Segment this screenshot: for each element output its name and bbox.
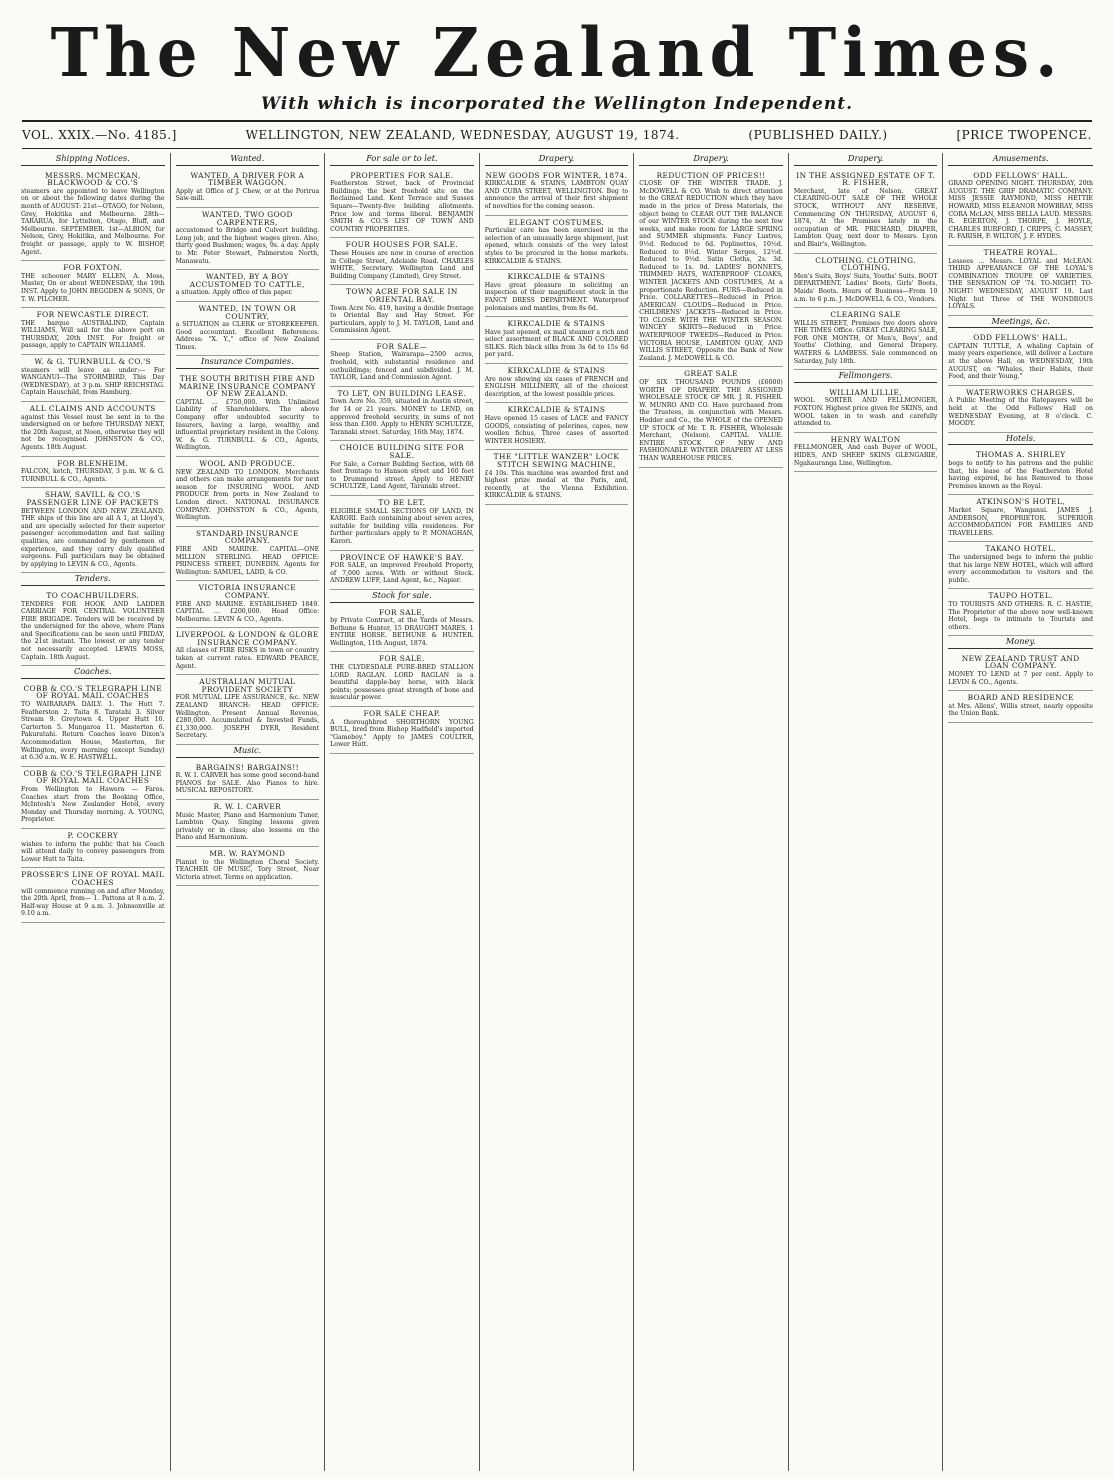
newspaper-title: The New Zealand Times. (50, 14, 1064, 93)
ad-headline: VICTORIA INSURANCE COMPANY. (198, 583, 297, 600)
ad-body: Have great pleasure in soliciting an inspection of their magnificent stock in the FANCY DRESS DEPARTMENT. Waterproof polonaises and mantles, from 8s 6d. (484, 281, 629, 312)
advertisement (21, 868, 165, 923)
section-heading: Music. (176, 747, 320, 758)
section-heading: Wanted. (176, 155, 320, 166)
ad-body: TO TOURISTS AND OTHERS. R. C. HASTIE, The Proprietor of the above now well-known Hotel, begs to intimate to Tourists and others. (948, 600, 1093, 631)
advertisement (948, 448, 1093, 495)
advertisement (21, 829, 165, 868)
ad-headline: IN THE ASSIGNED ESTATE OF T. R. FISHER, (796, 170, 935, 188)
advertisement (176, 581, 320, 628)
ad-headline: TO LET, ON BUILDING LEASE. (337, 388, 467, 398)
ad-body: CAPTAIN TUTTLE, A whaling Captain of many years experience, will deliver a Lecture at the above Hall, on WEDNESDAY, 19th AUGUST, on "Whales, their Habits, their Food, and their Young." (948, 342, 1093, 381)
ad-headline: P. COCKERY (67, 830, 119, 840)
ad-headline: WANTED, TWO GOOD CARPENTERS, (201, 209, 293, 227)
ad-body: NEW ZEALAND TO LONDON. Merchants and others can make arrangements for next season for INSURING WOOL AND PRODUCE from ports in New Zealand to London direct. NATIONAL INSURANCE COMPANY. JOHNSTON & CO., Agents, Wellington. (175, 468, 320, 522)
ad-body: THE schooner MARY ELLEN, A. Moss, Master, On or about WEDNESDAY, the 19th INST. Apply to JOHN BEGGDEN & SONS, Or T. W. PILCHER. (21, 272, 165, 303)
column-4 (480, 153, 635, 1471)
ad-headline: TAUPO HOTEL. (988, 591, 1053, 601)
ad-body: CLOSE OF THE WINTER TRADE. J. McDOWELL & CO. Wish to direct attention to the GREAT REDUCTION which they have made in the price of Dress Materials, the object being to CLEAR OUT THE BALANCE of our WINTER STOCK during the next few weeks, and make room for LARGE SPRING and SUMMER shipments. Fancy Lustres, 9½d. Reduced to 6d. Poplinettes, 10½d. Reduced to 8½d. Winter Serges, 12½d. Reduced to 9½d. Satin Cloths, 2s. 3d. Reduced to 1s. 9d. LADIES' BONNETS, TRIMMED HATS, WATERPROOF CLOAKS, WINTER JACKETS AND COSTUMES, At a proportionate Reduction. FURS—Reduced in Price. COLLARETTES—Reduced in Price. AMERICAN CLOUDS—Reduced in Price. CHILDRENS' JACKETS—Reduced in Price. TO CLOSE WITH THE WINTER SEASON. WINCEY SKIRTS—Reduced in Price. WATERPROOF TWEEDS—Reduced in Price. VICTORIA HOUSE, LAMBTON QUAY, AND WILLIS STREET, Opposite the Bank of New Zealand. J. McDOWELL & CO. (639, 180, 783, 362)
ad-body: Apply at Office of J. Chew, or at the Porirua Saw-mill. (175, 187, 320, 203)
ad-body: Lessees ... Messrs. LOYAL and McLEAN. THIRD APPEARANCE OF THE LOYAL'S COMBINATION TROUPE OF VARIETIES. THE SENSATION OF '74. TO-NIGHT! TO-NIGHT! WEDNESDAY, AUGUST 19. Last Night but Three of THE WONDROUS LOYALS. (948, 257, 1093, 311)
ad-headline: TO BE LET. (378, 497, 426, 507)
ad-body: FIRE AND MARINE. ESTABLISHED 1849. CAPITAL ... £200,000. Head Office: Melbourne. LEVIN & CO., Agents. (175, 600, 320, 623)
advertisement (485, 216, 629, 271)
ad-headline: W. & G. TURNBULL & CO.'S (34, 357, 152, 367)
ad-headline: KIRKCALDIE & STAINS (507, 405, 606, 415)
ad-headline: STANDARD INSURANCE COMPANY. (195, 528, 299, 546)
advertisement (176, 847, 320, 886)
advertisement (948, 386, 1093, 433)
advertisement (176, 628, 320, 675)
ad-headline: LIVERPOOL & LONDON & GLOBE INSURANCE COMPANY. (176, 630, 319, 647)
advertisement (948, 652, 1093, 691)
ad-body: FOR SALE, an improved Freehold Property, of 7,000 acres. With or without Stock. ANDREW LUFF, Land Agent, &c., Napier. (330, 562, 474, 585)
advertisement (330, 169, 474, 239)
advertisement (176, 800, 320, 847)
advertisement (948, 542, 1093, 589)
section-heading: Amusements. (948, 155, 1093, 166)
ad-headline: ELEGANT COSTUMES. (508, 217, 605, 227)
ad-headline: PROVINCE OF HAWKE'S BAY. (339, 552, 464, 562)
dateline (22, 120, 1092, 149)
ad-body: a SITUATION as CLERK or STOREKEEPER. Good accountant. Excellent References. Address: "X. Y.," office of New Zealand Times. (175, 321, 320, 351)
advertisement (21, 355, 165, 402)
ad-headline: REDUCTION OF PRICES!! (656, 170, 766, 180)
ad-headline: COBB & CO.'S TELEGRAPH LINE OF ROYAL MAIL COACHES (23, 683, 163, 701)
advertisement (21, 402, 165, 457)
advertisement (176, 761, 320, 800)
ad-body: CAPITAL ... £750,000. With Unlimited Liability of Shareholders. The above Company offer undoubted security to Insurers, having a large, wealthy, and influential proprietary resident in the Colony. W. & G. TURNBULL & CO., Agents, Wellington. (175, 398, 320, 452)
column-1 (16, 153, 171, 1471)
column-6 (789, 153, 944, 1471)
ad-headline: KIRKCALDIE & STAINS (507, 366, 606, 376)
ad-body: R. W. I. CARVER has some good second-hand PIANOS for SALE. Also Pianos to hire. MUSICAL REPOSITORY. (175, 772, 320, 795)
ad-headline: FOR NEWCASTLE DIRECT. (36, 310, 149, 320)
ad-headline: WILLIAM LILLIE, (829, 387, 903, 397)
ad-headline: AUSTRALIAN MUTUAL PROVIDENT SOCIETY (199, 677, 296, 694)
ad-body: Have opened 15 cases of LACE and FANCY GOODS, consisting of pelerines, capes, new woollen fichus, Three cases of assorted WINTER HOSIERY. (484, 415, 629, 445)
ad-body: These Houses are now in course of erection in College Street, Adelaide Road. CHARLES WHITE, Secretary. Wellington Land and Building Company (Limited), Grey Street. (330, 249, 474, 280)
ad-headline: FOR SALE, (379, 607, 425, 617)
advertisement (330, 387, 474, 442)
advertisement (176, 527, 320, 582)
advertisement (794, 308, 938, 370)
ad-headline: PROPERTIES FOR SALE. (350, 170, 454, 180)
ad-headline: ODD FELLOWS' HALL. (973, 333, 1069, 343)
ad-body: All classes of FIRE RISKS in town or country taken at current rates. EDWARD PEARCE, Agent. (175, 647, 320, 670)
ad-body: THE barque AUSTRALIND, Captain WILLIAMS, Will sail for the above port on THURSDAY, 20th INST. For freight or passage, apply to CAPTAIN WILLIAMS. (21, 319, 165, 350)
ad-body: A Public Meeting of the Ratepayers will be held at the Odd Fellows' Hall on WEDNESDAY Evening, at 8 o'clock. C. MOODY. (948, 397, 1093, 428)
advertisement (485, 364, 629, 403)
ad-body: steamers will leave as under:— For WANGANUI—The STORMBIRD, This Day (WEDNESDAY), at 3 p.m. SHIP REICHSTAG. Captain Hauschild, from Hamburg. (21, 366, 165, 397)
ad-body: For Sale, a Corner Building Section, with 68 feet frontage to Hanson street and 160 feet to Drummond street. Apply to HENRY SCHULTZE, Land Agent, Taranaki street. (330, 460, 474, 491)
ad-body: TENDERS FOR HOOK AND LADDER CARRIAGE FOR CENTRAL VOLUNTEER FIRE BRIGADE. Tenders will be received by the undersigned for the above, where Plans and Specifications can be seen until FRIDAY, the 21st instant. The lowest or any tender not necessarily accepted. LEWIS MOSS, Captain. 18th August. (21, 600, 165, 661)
advertisement (176, 372, 320, 457)
ad-headline: COBB & CO.'S TELEGRAPH LINE OF ROYAL MAIL COACHES (23, 768, 163, 786)
advertisement (330, 285, 474, 340)
advertisement (330, 707, 474, 754)
advertisement (330, 652, 474, 707)
advertisement (485, 450, 629, 505)
ad-headline: MESSRS. MCMECKAN, BLACKWOOD & CO.'S (45, 170, 141, 188)
column-7 (943, 153, 1098, 1471)
ad-body: Have just opened, ex mail steamer a rich and select assortment of BLACK AND COLORED SILKS. Rich black silks from 3s 6d to 15s 6d per yard. (484, 328, 629, 359)
ad-headline: KIRKCALDIE & STAINS (507, 319, 606, 329)
ad-body: From Wellington to Hawera — Fares. Coaches start from the Booking Office, McIntosh's New Zealander Hotel, every Monday and Thursday morning. A. YOUNG, Proprietor. (21, 785, 165, 824)
advertisement (176, 302, 320, 357)
advertisement (330, 606, 474, 653)
ad-headline: THE "LITTLE WANZER" LOCK STITCH SEWING MACHINE, (493, 452, 620, 469)
ad-headline: BOARD AND RESIDENCE (967, 693, 1074, 703)
section-heading: For sale or to let. (330, 155, 474, 166)
ad-headline: THE SOUTH BRITISH FIRE AND MARINE INSURANCE COMPANY OF NEW ZEALAND. (178, 374, 316, 399)
advertisement (21, 589, 165, 666)
ad-body: Particular care has been exercised in the selection of an unusually large shipment, just opened, which consists of the very latest styles to be procured in the home markets. KIRKCALDIE & STAINS. (484, 227, 629, 265)
advertisement (21, 308, 165, 355)
ad-body: FELLMONGER, And cash Buyer of WOOL, HIDES, AND SHEEP SKINS GLENGARIE, Ngahauranga Line, Wellington. (793, 444, 938, 467)
advertisement (639, 169, 783, 368)
advertisement (485, 403, 629, 450)
ad-body: Are now showing six cases of FRENCH and ENGLISH MILLINERY, all of the choicest description, at the lowest possible prices. (484, 375, 629, 398)
ad-body: FIRE AND MARINE. CAPITAL—ONE MILLION STERLING. HEAD OFFICE: PRINCESS STREET, DUNEDIN. Agents for Wellington: SAMUEL, LADD, & CO. (175, 545, 320, 576)
ad-headline: FOR SALE— (376, 341, 428, 351)
ad-body: Town Acre No. 359, situated in Austin street, for 14 or 21 years. MONEY to LEND, on approved freehold security, in sums of not less than £300. Apply to HENRY SCHULTZE, Taranaki street. Saturday, 16th May, 1874. (330, 398, 474, 436)
columns-container (16, 153, 1098, 1471)
ad-body: wishes to inform the public that his Coach will attend daily to convey passengers from Lower Hutt to Taita. (21, 840, 165, 863)
ad-headline: WANTED, A DRIVER FOR A TIMBER WAGGON. (190, 170, 305, 188)
section-heading: Drapery. (485, 155, 629, 166)
ad-headline: ATKINSON'S HOTEL, (976, 497, 1066, 507)
advertisement (794, 169, 938, 254)
section-heading: Shipping Notices. (21, 155, 165, 166)
advertisement (330, 238, 474, 285)
ad-body: Featherston Street, back of Provincial Buildings; the best freehold site on the Reclaimed Land. Kent Terrace and Sussex Square—Twenty-five building allotments. Price low and terms liberal. BENJAMIN SMITH & CO.'S LIST OF TOWN AND COUNTRY PROPERTIES. (330, 180, 474, 233)
ad-headline: WOOL AND PRODUCE. (199, 459, 296, 468)
price: [PRICE TWOPENCE. (956, 128, 1092, 142)
advertisement (485, 270, 629, 317)
ad-body: steamers are appointed to leave Wellington on or about the following dates during the month of AUGUST: 21st—OTAGO, for Nelson, Grey, Hokitika and Melbourne. 28th—TARARUA, for Lyttelton, Otago, Bluff, and Melbourne. SEPTEMBER. 1st—ALBION, for Nelson, Grey, Hokitika, and Melbourne. For freight or passage, apply to W. BISHOP, Agent. (21, 187, 165, 256)
advertisement (948, 691, 1093, 723)
advertisement (330, 340, 474, 387)
advertisement (330, 496, 474, 551)
ad-body: Sheep Station, Wairarapa—2500 acres, freehold, with substantial residence and outbuildings; fenced and subdivided. J. M. TAYLOR, Land and Commission Agent. (330, 351, 474, 382)
column-3 (325, 153, 480, 1471)
advertisement (176, 675, 320, 745)
ad-headline: BARGAINS! BARGAINS!! (195, 762, 299, 772)
ad-body: WOOL SORTER AND FELLMONGER, FOXTON. Highest price given for SKINS, and WOOL taken in to wash and carefully attended to. (793, 397, 938, 428)
ad-body: against this Vessel must be sent in to the undersigned on or before THURSDAY NEXT, the 20th August, at Noon, otherwise they will not be recognised. JOHNSTON & CO., Agents. 18th August. (21, 413, 165, 451)
ad-body: MONEY TO LEND at 7 per cent. Apply to LEVIN & CO., Agents. (948, 671, 1093, 686)
ad-body: OF SIX THOUSAND POUNDS (£6000) WORTH OF DRAPERY. THE ASSIGNED WHOLESALE STOCK OF MR. J. R. FISHER. W. MUNRO AND CO. Have purchased from the Trustees, in conjunction with Messrs. Hodder and Co., the WHOLE of the OPENED UP STOCK of Mr. T. R. FISHER, Wholesale Merchant, (Nelson). CAPITAL VALUE. ENTIRE STOCK OF NEW AND FASHIONABLE WINTER DRAPERY AT LESS THAN WAREHOUSE PRICES. (639, 379, 783, 462)
advertisement (21, 488, 165, 573)
ad-headline: CLOTHING. CLOTHING. CLOTHING. (815, 255, 916, 273)
ad-headline: CLEARING SALE (830, 310, 901, 320)
ad-headline: ALL CLAIMS AND ACCOUNTS (29, 404, 156, 414)
ad-body: Pianist to the Wellington Choral Society. TEACHER OF MUSIC, Tory Street, Near Victoria street. Terms on application. (175, 858, 320, 881)
ad-headline: ODD FELLOWS' HALL. (973, 170, 1069, 180)
ad-headline: NEW ZEALAND TRUST AND LOAN COMPANY. (961, 653, 1080, 671)
advertisement (21, 682, 165, 767)
section-heading: Stock for sale. (330, 592, 474, 603)
ad-body: BETWEEN LONDON AND NEW ZEALAND. THE ships of this line are all A 1, at Lloyd's, and are specially selected for their superior passenger accommodation and fast sailing qualities, are commanded by gentlemen of experience, and they carry duly qualified surgeons. Full particulars may be obtained by applying to LEVIN & CO., Agents. (21, 507, 165, 568)
ad-body: begs to notify to his patrons and the public that, his lease of the Featherston Hotel having expired, he has Removed to those Premises known as the Royal. (948, 460, 1093, 490)
advertisement (794, 386, 938, 433)
ad-headline: R. W. I. CARVER (213, 801, 282, 811)
ad-body: accustomed to Bridge and Culvert building. Long job, and the highest wages given. Also, thirty good Bushmen; wages, 9s. a day. Apply to Mr. Peter Stewart, Palmerston North, Manawatu. (175, 227, 320, 265)
advertisement (176, 208, 320, 270)
ad-headline: THOMAS A. SHIRLEY (975, 450, 1066, 460)
ad-headline: WANTED, IN TOWN OR COUNTRY, (198, 303, 297, 321)
advertisement (330, 551, 474, 590)
ad-headline: GREAT SALE (684, 369, 738, 379)
ad-body: THE CLYDESDALE PURE-BRED STALLION LORD RAGLAN. LORD RAGLAN is a beautiful dapple-bay horse, with black points; possesses great strength of bone and muscular power. (330, 664, 474, 702)
advertisement (176, 169, 320, 208)
advertisement (176, 457, 320, 527)
ad-body: Merchant, late of Nelson. GREAT CLEARING-OUT SALE OF THE WHOLE STOCK, WITHOUT ANY RESERVE, Commencing ON THURSDAY, AUGUST 6, 1874, At the Premises lately in the occupation of MR. PRICHARD, DRAPER, Lambton Quay, next door to Messrs. Lyon and Blair's, Wellington. (793, 187, 938, 248)
ad-body: Market Square, Wanganui. JAMES J. ANDERSON, PROPRIETOR. SUPERIOR ACCOMMODATION FOR FAMILIES AND TRAVELLERS. (948, 506, 1093, 537)
advertisement (948, 246, 1093, 316)
section-heading: Hotels. (948, 435, 1093, 446)
ad-body: KIRKCALDIE & STAINS, LAMBTON QUAY AND CUBA STREET, WELLINGTON. Beg to announce the arrival of their first shipment of novelties for the coming season. (484, 180, 629, 210)
section-heading: Drapery. (794, 155, 938, 166)
ad-headline: WATERWORKS CHARGES. (966, 387, 1076, 397)
advertisement (21, 457, 165, 489)
ad-headline: TO COACHBUILDERS. (46, 590, 140, 600)
ad-headline: CHOICE BUILDING SITE FOR SALE. (339, 443, 465, 460)
masthead (0, 0, 1114, 120)
ad-headline: FOR SALE. (379, 654, 425, 664)
ad-body: WILLIS STREET, Premises two doors above THE TIMES Office. GREAT CLEARING SALE, FOR ONE MONTH, Of Men's, Boys', and Youths' Clothing, and General Drapery. WATERS & LAMBESS. Sale commenced on Saturday, July 18th. (793, 319, 938, 365)
advertisement (330, 441, 474, 496)
advertisement (21, 767, 165, 829)
publication-frequency: (PUBLISHED DAILY.) (748, 128, 888, 142)
ad-headline: FOR SALE CHEAP. (363, 709, 441, 719)
advertisement (485, 169, 629, 216)
ad-body: Men's Suits, Boys' Suits, Youths' Suits. BOOT DEPARTMENT. Ladies' Boots, Girls' Boots, Maids' Boots. Hours of Business—From 10 a.m. to 6 p.m. J. McDOWELL & CO., Vendors. (793, 272, 938, 303)
section-heading: Drapery. (639, 155, 783, 166)
section-heading: Fellmongers. (794, 372, 938, 383)
ad-body: FOR MUTUAL LIFE ASSURANCE, &c. NEW ZEALAND BRANCH: HEAD OFFICE: Wellington. Present Annual Revenue, £280,000. Accumulated & Invested Funds, £1,330,000. JOSEPH DYER, Resident Secretary. (175, 694, 320, 740)
ad-headline: WANTED, BY A BOY ACCUSTOMED TO CATTLE, (189, 272, 305, 289)
ad-body: ELIGIBLE SMALL SECTIONS OF LAND, IN KARORI. Each containing about seven acres, suitable for building villa residences. For further particulars apply to P. MONAGHAN, Karori. (330, 507, 474, 545)
ad-body: Town Acre No. 419, having a double frontage to Oriental Bay and Hay Street. For particulars, apply to J. M. TAYLOR, Land and Commission Agent. (330, 304, 474, 335)
ad-headline: FOR FOXTON. (63, 263, 123, 273)
ad-body: GRAND OPENING NIGHT. THURSDAY, 20th AUGUST. THE GRIF DRAMATIC COMPANY. MISS JESSIE RAYMOND, MISS HETTIE HOWARD, MISS ELEANOR MOWBRAY, MISS CORA McLAN, MISS BELLA LAUD. MESSRS. R. EGERTON, J. THORPE, J. HOYLE, CHARLES BURFORD, J. CRIPPS, C. MASSEY, R. FARISH, F. WILTON, J. F. HYDES. (948, 180, 1093, 241)
ad-body: at Mrs. Allens', Willis street, nearly opposite the Union Bank. (948, 702, 1093, 718)
advertisement (21, 169, 165, 262)
ad-headline: NEW GOODS FOR WINTER, 1874. (485, 170, 628, 180)
ad-body: The undersigned begs to inform the public that his large NEW HOTEL, which will afford every accommodation to visitors and the public. (948, 553, 1093, 584)
ad-headline: THEATRE ROYAL. (983, 247, 1058, 257)
ad-headline: MR. W. RAYMOND (209, 848, 286, 858)
advertisement (485, 317, 629, 364)
place-and-date: WELLINGTON, NEW ZEALAND, WEDNESDAY, AUGUST 19, 1874. (245, 128, 680, 142)
ad-body: TO WAIRARAPA DAILY. 1. The Hutt 7. Featherston 2. Taita 8. Taratahi 3. Silver Stream 9. Greytown 4. Upper Hutt 10. Carterton 5. Mungaroa 11. Masterton 6. Pakuratahi. Return Coaches leave Dixon's Accommodation House, Masterton, for Wellington, every morning (except Sunday) at 6.30 a.m. W. E. HASTWELL. (21, 701, 165, 762)
advertisement (948, 169, 1093, 246)
advertisement (176, 270, 320, 302)
ad-body: a situation. Apply office of this paper. (175, 289, 293, 297)
advertisement (948, 495, 1093, 542)
advertisement (948, 589, 1093, 636)
section-heading: Coaches. (21, 668, 165, 679)
volume-number: VOL. XXIX.—No. 4185.] (22, 128, 177, 142)
ad-headline: TAKANO HOTEL. (985, 544, 1056, 554)
ad-body: A thoroughbred SHORTHORN YOUNG BULL, bred from Bishop Hadfield's imported "Gameboy." Apply to JAMES COULTER, Lower Hutt. (330, 718, 474, 749)
ad-headline: HENRY WALTON (830, 434, 901, 444)
section-heading: Meetings, &c. (948, 318, 1093, 329)
ad-body: FALCON, ketch, THURSDAY, 3 p.m. W. & G. TURNBULL & CO., Agents. (21, 468, 165, 483)
section-heading: Insurance Companies. (176, 358, 320, 369)
newspaper-subtitle: With which is incorporated the Wellington Independent. (260, 94, 853, 114)
ad-body: Music Master, Piano and Harmonium Tuner, Lambton Quay. Singing lessons given privately or in class; also lessons on the Piano and Harmonium. (175, 811, 320, 842)
ad-headline: FOUR HOUSES FOR SALE. (345, 240, 459, 250)
advertisement (948, 331, 1093, 386)
ad-body: £4 10s. This machine was awarded first and highest prize medal at the Paris, and, recently, at the Vienna Exhibition. KIRKCALDIE & STAINS. (484, 469, 629, 500)
ad-body: by Private Contract, at the Yards of Messrs. Bethune & Hunter, 15 DRAUGHT MARES. 1 ENTIRE HORSE. BETHUNE & HUNTER. Wellington, 11th August, 1874. (330, 617, 474, 647)
advertisement (21, 261, 165, 308)
ad-headline: PROSSER'S LINE OF ROYAL MAIL COACHES (21, 870, 165, 887)
section-heading: Tenders. (21, 575, 165, 586)
ad-headline: FOR BLENHEIM. (57, 458, 129, 468)
ad-body: will commence running on and after Monday, the 20th April, from— 1. Pattons at 8 a.m. 2. Half-way House at 9 a.m. 3. Johnsonville at 9.10 a.m. (21, 887, 165, 918)
advertisement (639, 367, 783, 467)
column-5 (634, 153, 789, 1471)
advertisement (794, 433, 938, 472)
advertisement (794, 254, 938, 309)
ad-headline: TOWN ACRE FOR SALE IN ORIENTAL BAY. (346, 287, 458, 304)
ad-headline: SHAW, SAVILL & CO.'S PASSENGER LINE OF PACKETS (26, 490, 160, 507)
column-2 (171, 153, 326, 1471)
ad-headline: KIRKCALDIE & STAINS (507, 272, 606, 282)
section-heading: Money. (948, 638, 1093, 649)
